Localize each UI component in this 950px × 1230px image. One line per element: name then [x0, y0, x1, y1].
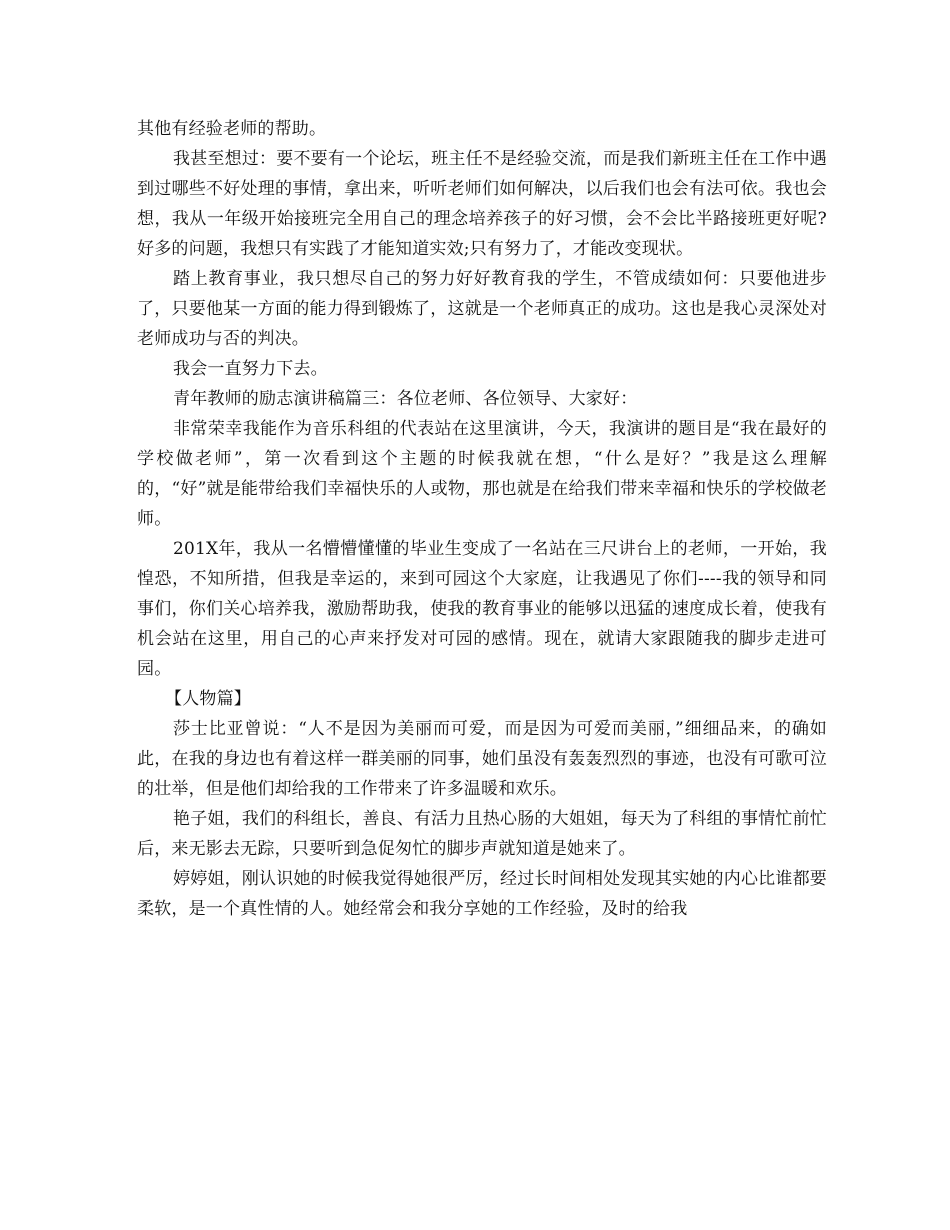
document-body — [137, 114, 827, 924]
paragraph-keep-trying: 我会一直努力下去。 — [173, 359, 328, 379]
section-heading-people: 【人物篇】 — [165, 689, 251, 709]
paragraph-forum-idea: 我甚至想过：要不要有一个论坛，班主任不是经验交流，而是我们新班主任在工作中遇到过哪些不好处理的事情，拿出来，听听老师们如何解决，以后我们也会有法可依。我也会想，我从一年级开始接班完全用自己的理念培养孩子的好习惯，会不会比半路接班更好呢?好多的问题，我想只有实践了才能知道实效;只有努力了，才能改变现状。 — [137, 149, 827, 259]
paragraph-speech-intro: 非常荣幸我能作为音乐科组的代表站在这里演讲，今天，我演讲的题目是“我在最好的学校做老师”，第一次看到这个主题的时候我就在想，“什么是好？”我是这么理解的，“好”就是能带给我们幸福快乐的人或物，那也就是在给我们带来幸福和快乐的学校做老师。 — [137, 419, 827, 529]
paragraph-tingting: 婷婷姐，刚认识她的时候我觉得她很严厉，经过长时间相处发现其实她的内心比谁都要柔软，是一个真性情的人。她经常会和我分享她的工作经验，及时的给我 — [137, 869, 827, 919]
paragraph-continuation: 其他有经验老师的帮助。 — [137, 119, 327, 139]
paragraph-201x-story: 201X年，我从一名懵懵懂懂的毕业生变成了一名站在三尺讲台上的老师，一开始，我惶恐，不知所措，但我是幸运的，来到可园这个大家庭，让我遇见了你们----我的领导和同事们，你们关心培养我，激励帮助我，使我的教育事业的能够以迅猛的速度成长着，使我有机会站在这里，用自己的心声来抒发对可园的感情。现在，就请大家跟随我的脚步走进可园。 — [137, 539, 827, 679]
paragraph-speech-three-title: 青年教师的励志演讲稿篇三：各位老师、各位领导、大家好： — [173, 389, 638, 409]
paragraph-shakespeare: 莎士比亚曾说：“人不是因为美丽而可爱，而是因为可爱而美丽，”细细品来，的确如此，在我的身边也有着这样一群美丽的同事，她们虽没有轰轰烈烈的事迹，也没有可歌可泣的壮举，但是他们却给我的工作带来了许多温暖和欢乐。 — [137, 719, 827, 799]
paragraph-yanzi: 艳子姐，我们的科组长，善良、有活力且热心肠的大姐姐，每天为了科组的事情忙前忙后，来无影去无踪，只要听到急促匆忙的脚步声就知道是她来了。 — [137, 809, 827, 859]
paragraph-education-career: 踏上教育事业，我只想尽自己的努力好好教育我的学生，不管成绩如何：只要他进步了，只要他某一方面的能力得到锻炼了，这就是一个老师真正的成功。这也是我心灵深处对老师成功与否的判决。 — [137, 269, 827, 349]
